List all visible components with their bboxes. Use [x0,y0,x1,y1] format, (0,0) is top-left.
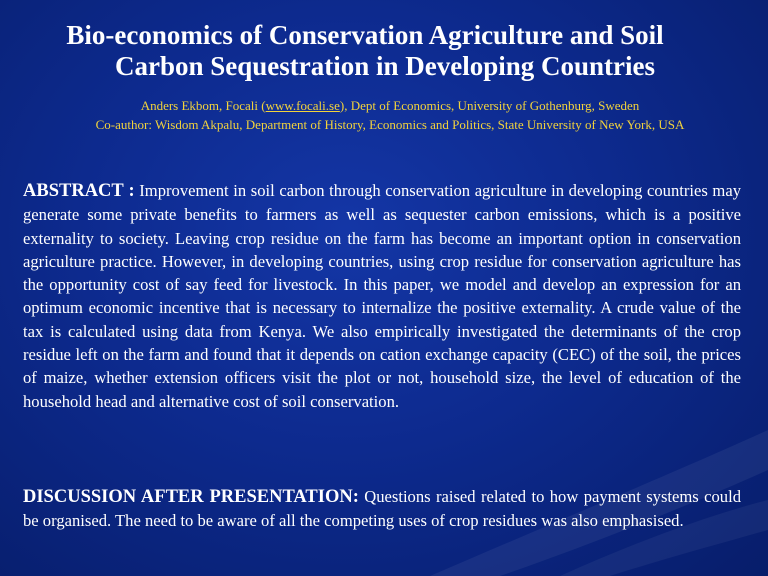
abstract-heading: ABSTRACT : [23,181,135,201]
abstract-text: Improvement in soil carbon through conservation agriculture in developing countries may generate some private benefits to farmers as well as sequester carbon emissions, which is a positive externality to society. Leaving crop residue on the farm has become an important option in conservation agriculture practice. However, in developing countries, using crop residue for conservation agriculture has the opportunity cost of say feed for livestock. In this paper, we model and develop an expression for an optimum economic incentive that is necessary to internalize the positive externality. A crude value of the tax is calculated using data from Kenya. We also empirically investigated the determinants of the crop residue left on the farm and found that it depends on cation exchange capacity (CEC) of the soil, the prices of maize, whether extension officers visit the plot or not, household size, the level of education of the household head and alternative cost of soil conservation. [23,181,741,411]
author-line-1 [20,96,760,115]
discussion-heading: DISCUSSION AFTER PRESENTATION: [23,487,359,507]
title-line-1: Bio-economics of Conservation Agriculture and Soil [66,20,664,50]
author-block [20,96,760,134]
title-line-2: Carbon Sequestration in Developing Countries [114,51,656,81]
author-line-2: Co-author: Wisdom Akpalu, Department of History, Economics and Politics, State University of New York, USA [95,117,685,132]
discussion-text: Questions raised related to how payment systems could be organised. The need to be aware of all the competing uses of crop residues was also emphasised. [23,487,741,531]
page-title [20,20,750,82]
author-line-1-suffix: ), Dept of Economics, University of Gothenburg, Sweden [339,98,640,113]
author-line-1-prefix: Anders Ekbom, Focali ( [140,98,266,113]
abstract-paragraph [23,179,741,413]
focali-link[interactable]: www.focali.se [265,98,340,113]
discussion-paragraph [23,485,741,533]
